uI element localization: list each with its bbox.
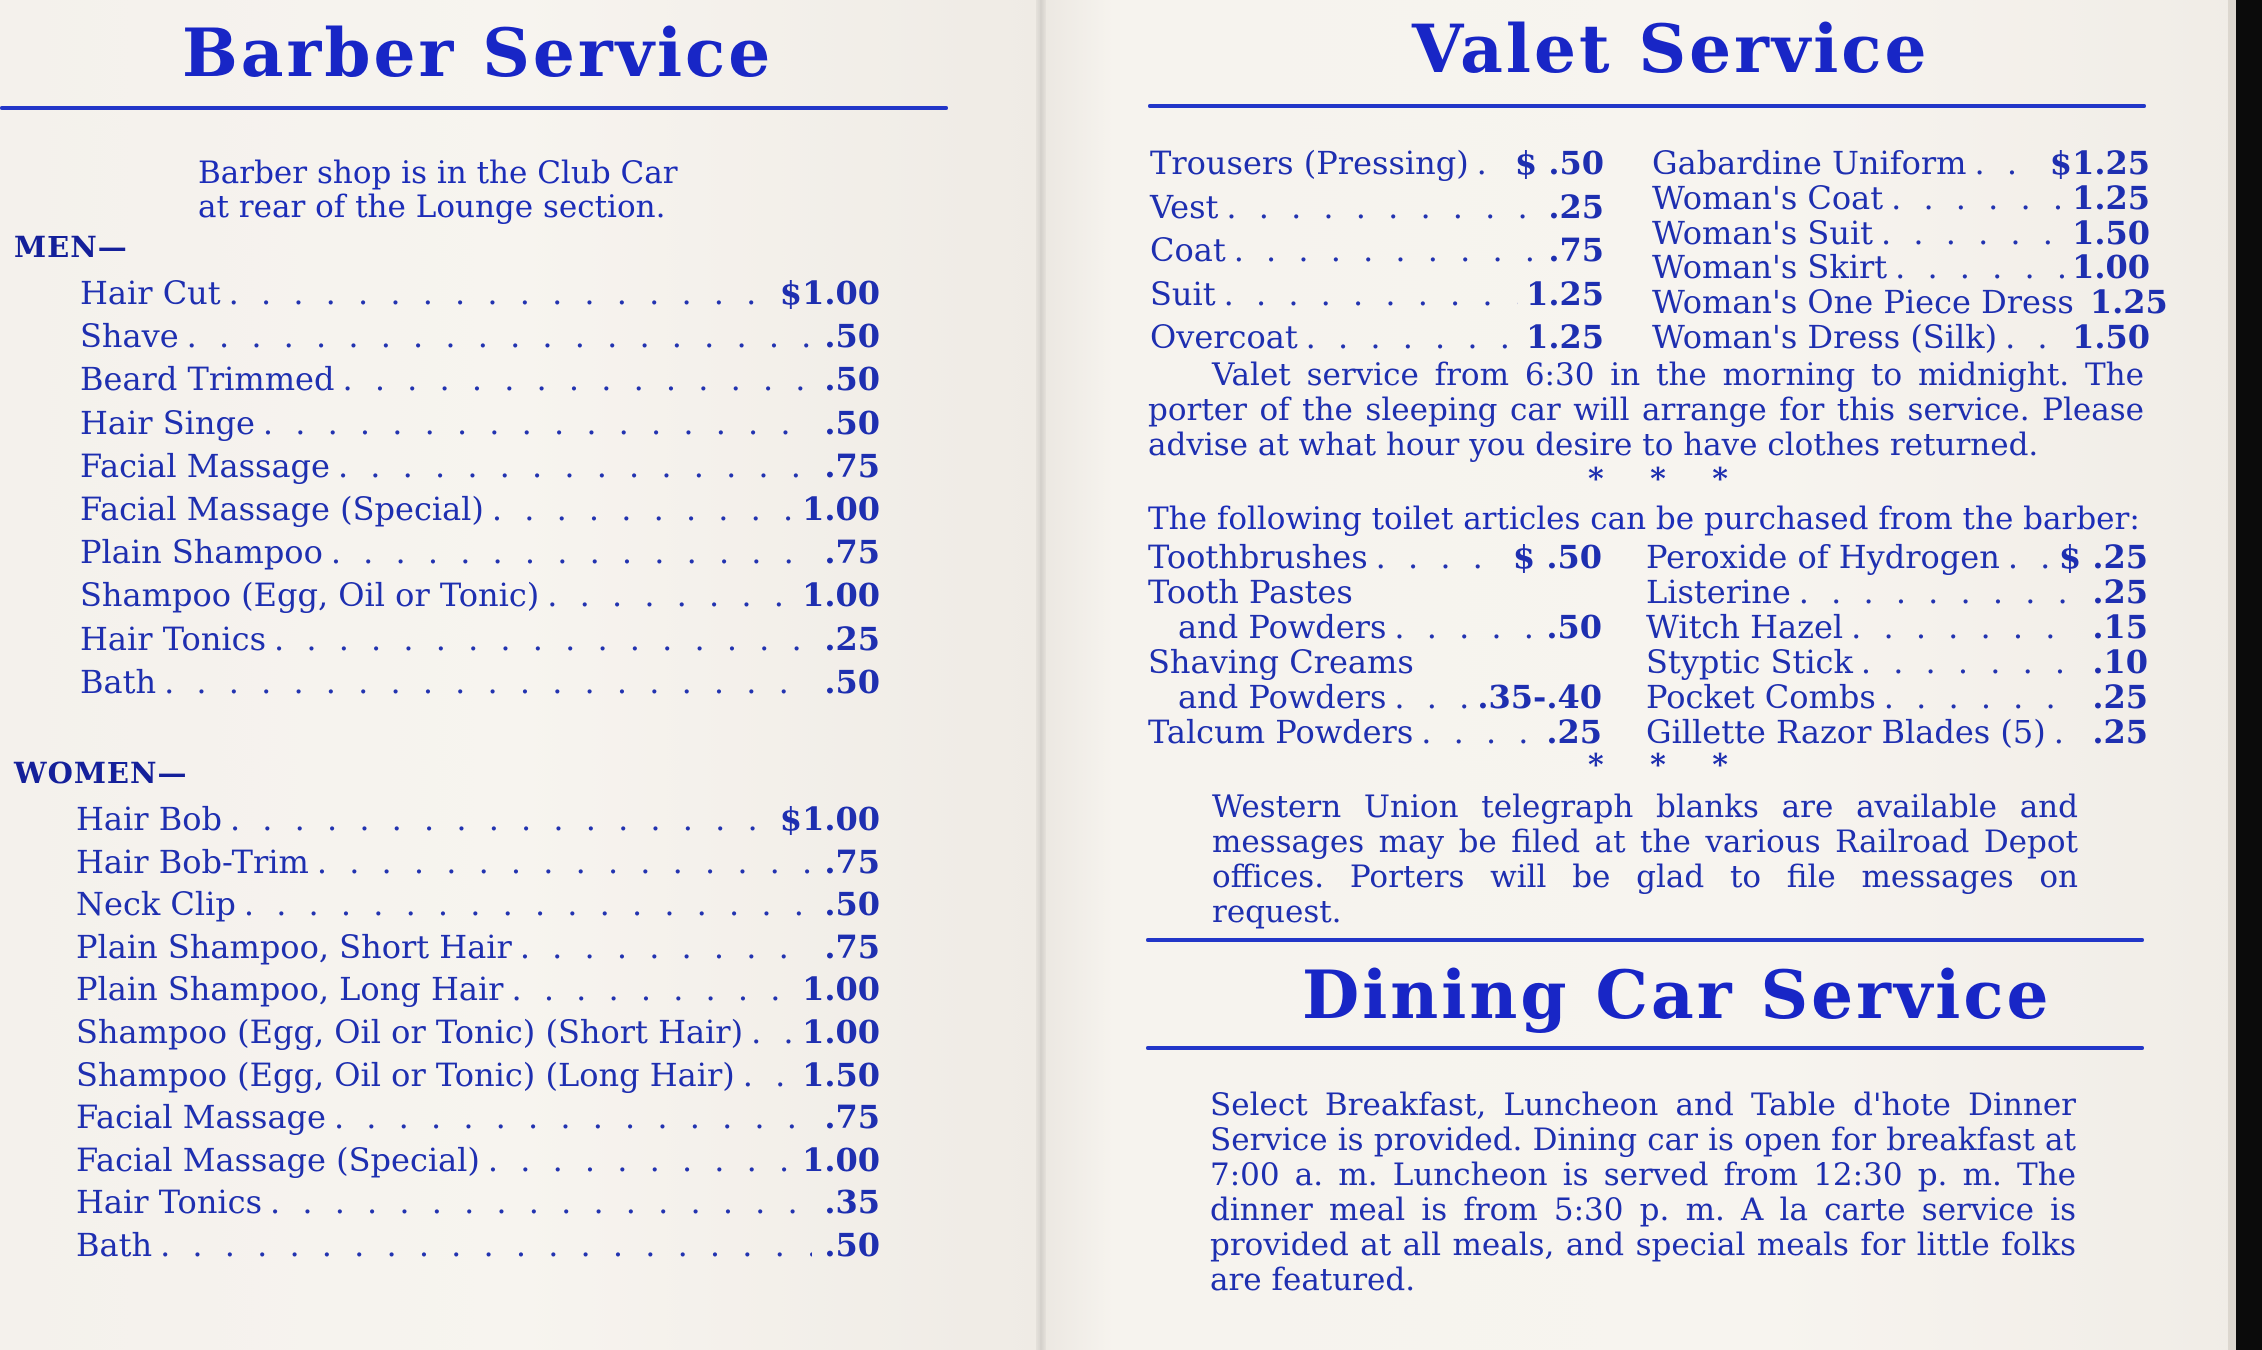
price-row xyxy=(1150,318,1604,357)
item-price: 1.25 xyxy=(1526,274,1604,313)
item-price: .50 xyxy=(824,317,880,356)
men-heading: MEN— xyxy=(14,230,128,264)
item-price: .50 xyxy=(824,662,880,701)
item-label: Woman's Dress (Silk) xyxy=(1652,318,1998,356)
leader-dots xyxy=(1226,188,1536,226)
item-price: $1.25 xyxy=(2049,144,2150,182)
price-row xyxy=(80,663,880,705)
item-label: Shaving Creams xyxy=(1148,643,1414,681)
item-price: .25 xyxy=(2092,573,2148,611)
price-row xyxy=(76,1098,880,1140)
item-label: Neck Clip xyxy=(76,885,236,924)
item-price: 1.00 xyxy=(802,576,880,615)
item-label: Trousers (Pressing) xyxy=(1150,144,1469,182)
item-label: Bath xyxy=(76,1226,153,1264)
leader-dots xyxy=(2005,318,2064,356)
page-edge xyxy=(2228,0,2236,1350)
item-price: 1.50 xyxy=(2072,318,2150,356)
item-label: Witch Hazel xyxy=(1646,608,1844,646)
item-price: $ .50 xyxy=(1514,144,1604,182)
item-label: Hair Singe xyxy=(80,403,255,442)
item-label: Hair Cut xyxy=(80,274,221,312)
item-price: .25 xyxy=(1548,187,1604,226)
leader-dots xyxy=(1881,214,2064,252)
item-price: .35 xyxy=(824,1183,880,1222)
item-label: Coat xyxy=(1150,231,1226,270)
leader-dots xyxy=(187,317,812,355)
leader-dots xyxy=(1394,608,1534,646)
leader-dots xyxy=(1799,573,2080,611)
item-label: Woman's One Piece Dress xyxy=(1652,283,2074,322)
item-label: Vest xyxy=(1150,187,1219,226)
item-price: 1.50 xyxy=(2072,213,2150,252)
price-row xyxy=(1148,678,1602,716)
leader-dots xyxy=(751,1013,794,1051)
item-price: .25 xyxy=(1546,713,1602,751)
leader-dots xyxy=(274,620,812,658)
price-row xyxy=(80,447,880,489)
item-label: Hair Tonics xyxy=(76,1183,262,1222)
item-price: .15 xyxy=(2092,608,2148,646)
price-row xyxy=(1148,538,1602,576)
item-label: Bath xyxy=(80,662,157,701)
price-row xyxy=(1652,178,2150,217)
price-row xyxy=(80,404,880,446)
item-label: Gillette Razor Blades (5) xyxy=(1646,713,2046,751)
price-row xyxy=(1646,643,2148,681)
item-price: 1.50 xyxy=(802,1055,880,1094)
leader-dots xyxy=(1394,678,1469,716)
leader-dots xyxy=(229,274,772,312)
item-price: $1.00 xyxy=(779,274,880,312)
leader-dots xyxy=(342,360,812,398)
price-row xyxy=(1150,274,1604,313)
dining-description: Select Breakfast, Luncheon and Table d'hote Dinner Service is provided. Dining car is open for breakfast at 7:00 a. m. Luncheon is served from 12:30 p. m. The dinner meal is from 5:30 p. m. A la carte service is provided at all meals, and special meals for little folks are featured. xyxy=(1210,1087,2076,1298)
item-price: .25 xyxy=(2092,678,2148,716)
item-label: Gabardine Uniform xyxy=(1652,144,1967,182)
leader-dots xyxy=(1224,275,1518,313)
price-row xyxy=(76,1183,880,1225)
price-row xyxy=(1148,643,1602,681)
leader-dots xyxy=(334,1098,812,1136)
leader-dots xyxy=(1306,318,1518,356)
item-label: Hair Bob-Trim xyxy=(76,842,309,881)
page-gutter xyxy=(1036,0,1046,1350)
item-price: $1.00 xyxy=(779,800,880,838)
item-price: 1.00 xyxy=(802,970,880,1009)
item-label: Shampoo (Egg, Oil or Tonic) (Short Hair) xyxy=(76,1013,744,1051)
price-row xyxy=(76,928,880,970)
item-price: .75 xyxy=(824,1098,880,1137)
leader-dots xyxy=(164,663,812,701)
item-label: Pocket Combs xyxy=(1646,678,1876,716)
item-price: 1.25 xyxy=(1526,318,1604,357)
item-price: 1.00 xyxy=(802,1013,880,1051)
item-label: Woman's Skirt xyxy=(1652,248,1888,287)
price-row xyxy=(1148,713,1602,751)
item-label: Peroxide of Hydrogen xyxy=(1646,538,2000,576)
item-price: .75 xyxy=(824,927,880,966)
item-price: .75 xyxy=(824,446,880,485)
item-label: Overcoat xyxy=(1150,318,1298,357)
price-row xyxy=(1652,318,2150,356)
item-label: Beard Trimmed xyxy=(80,360,335,399)
item-label: Tooth Pastes xyxy=(1148,573,1353,611)
item-label: Suit xyxy=(1150,274,1216,313)
price-row xyxy=(76,885,880,927)
leader-dots xyxy=(520,928,812,966)
price-row xyxy=(80,317,880,359)
leader-dots xyxy=(331,533,812,571)
leader-dots xyxy=(488,1141,794,1179)
price-row xyxy=(1148,608,1602,646)
price-row xyxy=(1646,713,2148,751)
item-price: $ .50 xyxy=(1512,538,1602,576)
item-label: and Powders xyxy=(1178,608,1387,646)
leader-dots xyxy=(263,404,812,442)
leader-dots xyxy=(160,1226,812,1264)
item-label: and Powders xyxy=(1178,678,1387,716)
price-row xyxy=(1150,187,1604,226)
leader-dots xyxy=(511,970,794,1008)
leader-dots xyxy=(317,843,812,881)
item-label: Hair Bob xyxy=(76,800,222,838)
leader-dots xyxy=(1884,678,2080,716)
item-label: Shampoo (Egg, Oil or Tonic) (Long Hair) xyxy=(76,1055,735,1094)
valet-title: Valet Service xyxy=(1412,10,1930,88)
leader-dots xyxy=(1477,144,1507,182)
barber-title-rule xyxy=(0,106,948,110)
item-price: .75 xyxy=(824,842,880,881)
item-label: Talcum Powders xyxy=(1148,713,1414,751)
leader-dots xyxy=(230,800,772,838)
leader-dots xyxy=(244,885,812,923)
price-row xyxy=(1652,213,2150,252)
price-row xyxy=(76,843,880,885)
price-row xyxy=(80,533,880,575)
item-price: 1.00 xyxy=(2072,248,2150,287)
item-label: Facial Massage (Special) xyxy=(80,490,484,528)
item-label: Woman's Coat xyxy=(1652,178,1884,217)
leader-dots xyxy=(338,447,812,485)
item-price: .10 xyxy=(2092,643,2148,681)
item-price: 1.25 xyxy=(2072,178,2150,217)
leader-dots xyxy=(1891,179,2064,217)
price-row xyxy=(76,800,880,842)
price-row xyxy=(76,1141,880,1183)
dining-top-rule xyxy=(1146,938,2144,942)
price-row xyxy=(1652,248,2150,287)
price-row xyxy=(1150,231,1604,270)
item-price: .75 xyxy=(824,533,880,572)
leader-dots xyxy=(2054,713,2080,751)
leader-dots xyxy=(547,576,794,614)
item-label: Shave xyxy=(80,317,179,356)
leader-dots xyxy=(2008,538,2051,576)
women-heading: WOMEN— xyxy=(14,756,188,790)
valet-note: Valet service from 6:30 in the morning to midnight. The porter of the sleeping car will arrange for this service. Please advise at what hour you desire to have clothes returned. xyxy=(1148,357,2144,463)
leader-dots xyxy=(492,490,794,528)
item-label: Styptic Stick xyxy=(1646,643,1853,681)
item-label: Toothbrushes xyxy=(1148,538,1368,576)
price-row xyxy=(76,1226,880,1268)
item-label: Plain Shampoo, Long Hair xyxy=(76,970,504,1009)
price-row xyxy=(1646,538,2148,576)
leader-dots xyxy=(1851,608,2080,646)
item-label: Hair Tonics xyxy=(80,619,266,658)
item-label: Plain Shampoo, Short Hair xyxy=(76,927,512,966)
price-row xyxy=(80,576,880,618)
valet-title-rule xyxy=(1148,104,2146,108)
price-row xyxy=(1652,283,2168,322)
item-price: .75 xyxy=(1548,231,1604,270)
leader-dots xyxy=(1234,231,1536,269)
barber-title: Barber Service xyxy=(182,14,774,92)
price-row xyxy=(1646,678,2148,716)
price-row xyxy=(1652,144,2150,182)
item-price: .35-.40 xyxy=(1477,678,1602,716)
telegraph-note: Western Union telegraph blanks are available and messages may be filed at the various Railroad Depot offices. Porters will be glad to file messages on request. xyxy=(1212,789,2078,930)
item-price: .50 xyxy=(824,403,880,442)
leader-dots xyxy=(1975,144,2042,182)
leader-dots xyxy=(1376,538,1505,576)
item-price: 1.00 xyxy=(802,490,880,528)
item-price: .50 xyxy=(824,885,880,924)
toilet-articles-intro: The following toilet articles can be purchased from the barber: xyxy=(1148,501,2140,537)
price-row xyxy=(76,1056,880,1098)
item-label: Plain Shampoo xyxy=(80,533,323,572)
leader-dots xyxy=(1861,643,2080,681)
leader-dots xyxy=(270,1183,812,1221)
price-row xyxy=(1150,144,1604,182)
item-price: 1.00 xyxy=(802,1140,880,1179)
item-price: 1.25 xyxy=(2089,283,2168,322)
background-edge xyxy=(2236,0,2262,1350)
item-label: Facial Massage (Special) xyxy=(76,1140,480,1179)
item-price: .50 xyxy=(824,1226,880,1264)
item-label: Woman's Suit xyxy=(1652,213,1874,252)
price-row xyxy=(1148,573,1602,611)
dining-title: Dining Car Service xyxy=(1302,956,2052,1034)
item-label: Facial Massage xyxy=(76,1098,326,1137)
item-label: Facial Massage xyxy=(80,446,330,485)
price-row xyxy=(80,360,880,402)
leader-dots xyxy=(743,1056,794,1094)
item-price: .25 xyxy=(824,619,880,658)
price-row xyxy=(76,970,880,1012)
item-label: Shampoo (Egg, Oil or Tonic) xyxy=(80,576,540,615)
leader-dots xyxy=(1895,248,2064,286)
barber-intro-line-2: at rear of the Lounge section. xyxy=(198,189,666,225)
item-label: Listerine xyxy=(1646,573,1791,611)
dining-title-rule xyxy=(1146,1046,2144,1050)
price-row xyxy=(76,1013,880,1055)
price-row xyxy=(1646,573,2148,611)
item-price: .25 xyxy=(2092,713,2148,751)
price-row xyxy=(80,274,880,316)
leader-dots xyxy=(1421,713,1534,751)
price-row xyxy=(80,490,880,532)
price-row xyxy=(80,620,880,662)
item-price: $ .25 xyxy=(2058,538,2148,576)
price-row xyxy=(1646,608,2148,646)
item-price: .50 xyxy=(1546,608,1602,646)
item-price: .50 xyxy=(824,360,880,399)
separator-stars-2: * * * xyxy=(1588,748,1746,783)
separator-stars-1: * * * xyxy=(1588,462,1746,497)
barber-intro-line-1: Barber shop is in the Club Car xyxy=(198,155,678,191)
